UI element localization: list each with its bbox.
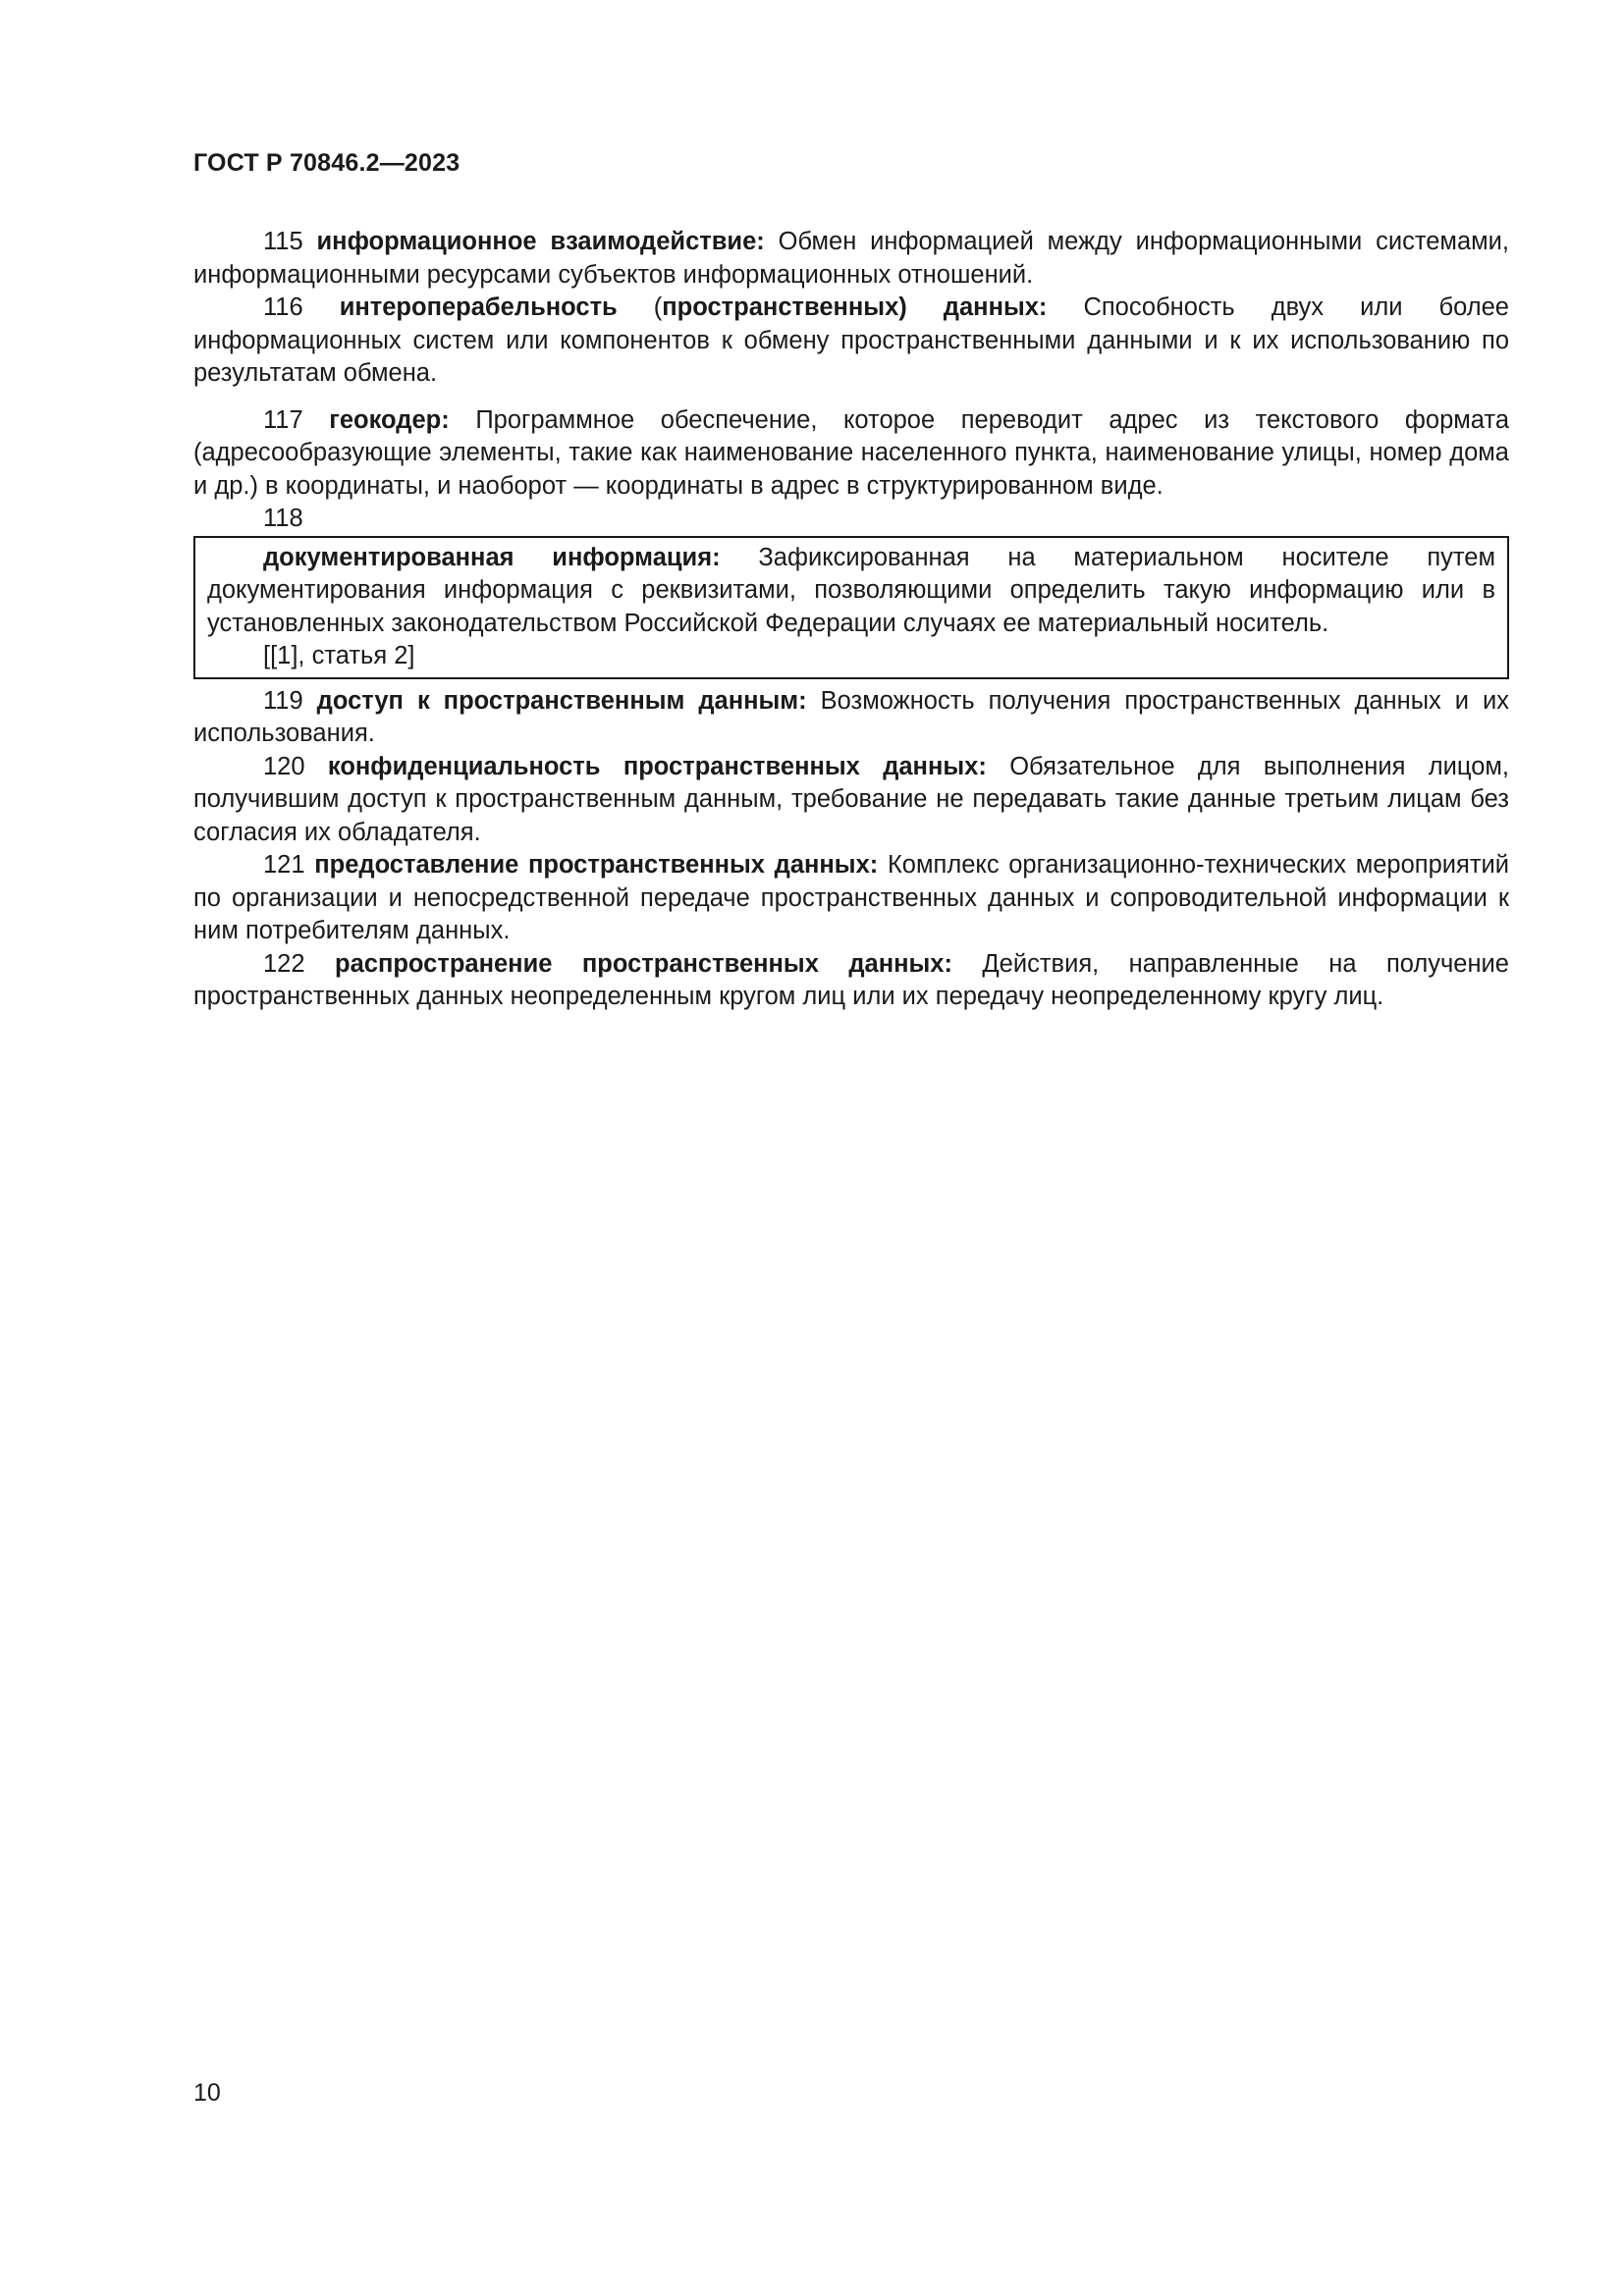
term-definition: Комплекс организационно-технических мероприятий по организации и непосредственной передаче пространственных данных и сопроводительной информации к ним потребителям данных.	[193, 851, 1509, 944]
page-number: 10	[193, 2079, 221, 2107]
entry-number: 119	[263, 686, 303, 715]
term-name: геокодер:	[329, 405, 450, 434]
term-name: документированная информация:	[263, 543, 721, 571]
term-definition: Возможность получения пространственных данных и их использования.	[193, 686, 1509, 747]
term-definition: Обязательное для выполнения лицом, получившим доступ к пространственным данным, требование не передавать такие данные третьим лицам без согласия их обладателя.	[193, 752, 1509, 846]
term-name: конфиденциальность пространственных данных:	[327, 752, 987, 780]
term-paren: (	[653, 294, 663, 321]
document-header: ГОСТ Р 70846.2—2023	[193, 149, 460, 177]
term-entry-117	[193, 404, 1509, 504]
entry-number: 122	[263, 949, 305, 978]
entry-number-118: 118	[263, 505, 303, 532]
term-entry-119	[193, 685, 1509, 751]
entry-number: 121	[263, 851, 305, 879]
entry-number: 117	[263, 405, 303, 434]
term-name: распространение пространственных данных:	[335, 949, 952, 978]
term-definition: Обмен информацией между информационными системами, информационными ресурсами субъектов информационных отношений.	[193, 228, 1509, 289]
term-name-qualifier: пространственных) данных:	[662, 294, 1048, 321]
term-definition: Способность двух или более информационных систем или компонентов к обмену пространственными данными и к их использованию по результатам обмена.	[193, 294, 1509, 387]
term-entry-118-box	[193, 536, 1509, 679]
term-name: доступ к пространственным данным:	[316, 686, 807, 715]
term-definition: Программное обеспечение, которое переводит адрес из текстового формата (адресообразующие элементы, такие как наименование населенного пункта, наименование улицы, номер дома и др.) в координаты, и наоборот — координаты в адрес в структурированном виде.	[193, 405, 1509, 500]
term-entry-116	[193, 292, 1509, 391]
entry-number: 116	[263, 294, 303, 321]
term-entry-122	[193, 948, 1509, 1014]
term-entry-115	[193, 226, 1509, 292]
document-body	[193, 226, 1509, 1014]
term-entry-120	[193, 751, 1509, 850]
term-name: предоставление пространственных данных:	[314, 851, 879, 879]
term-name: интероперабельность	[339, 294, 618, 321]
term-definition: Действия, направленные на получение пространственных данных неопределенным кругом лиц или их передачу неопределенному кругу лиц.	[193, 949, 1509, 1010]
term-name: информационное взаимодействие:	[316, 228, 765, 255]
term-entry-121	[193, 849, 1509, 948]
entry-number: 120	[263, 752, 305, 780]
term-definition: Зафиксированная на материальном носителе путем документирования информация с реквизитами, позволяющими определить такую информацию или в установленных законодательством Российской Федерации случаях ее материальный носитель.	[207, 543, 1495, 637]
term-entry-118	[207, 542, 1495, 641]
entry-number: 115	[263, 228, 303, 255]
source-citation: [[1], статья 2]	[263, 642, 415, 669]
